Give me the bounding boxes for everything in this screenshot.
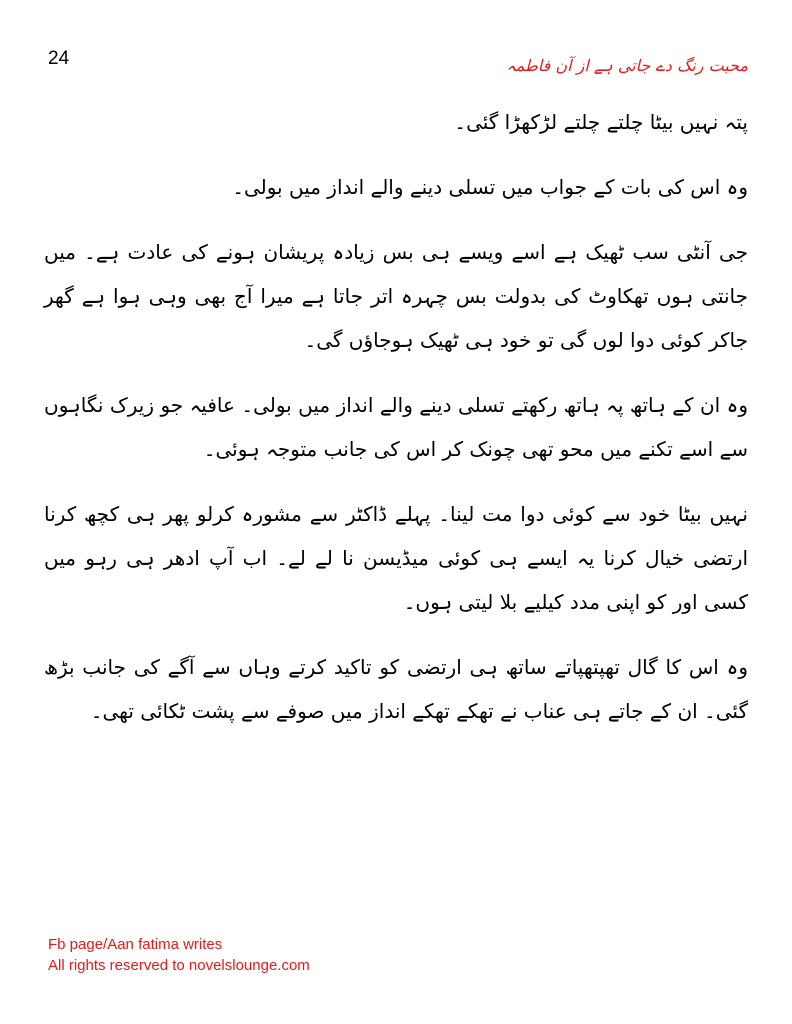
paragraph: وہ اس کا گال تھپتھپاتے ساتھ ہی ارتضی کو تاکید کرتے وہاں سے آگے کی جانب بڑھ گئی۔ ان کے جاتے ہی عناب نے تھکے تھکے انداز میں صوفے سے پشت ٹکائی تھی۔ — [44, 655, 748, 723]
paragraph: وہ ان کے ہاتھ پہ ہاتھ رکھتے تسلی دینے والے انداز میں بولی۔ عافیہ جو زیرک نگاہوں سے اسے تکنے میں محو تھی چونک کر اس کی جانب متوجہ ہوئی۔ — [44, 393, 748, 461]
footer-line-facebook: Fb page/Aan fatima writes — [48, 936, 223, 953]
running-header: محبت رنگ دے جاتی ہے از آن فاطمہ — [506, 56, 748, 75]
footer — [48, 934, 310, 976]
body-text — [44, 100, 748, 754]
footer-line-rights: All rights reserved to novelslounge.com — [48, 957, 310, 974]
paragraph: وہ اس کی بات کے جواب میں تسلی دینے والے انداز میں بولی۔ — [232, 175, 748, 199]
page-number: 24 — [48, 48, 70, 69]
paragraph: نہیں بیٹا خود سے کوئی دوا مت لینا۔ پہلے ڈاکٹر سے مشورہ کرلو پھر ہی کچھ کرنا ارتضی خیال کرنا یہ ایسے ہی کوئی میڈیسن نا لے لے۔ اب آپ ادھر ہی رہو میں کسی اور کو اپنی مدد کیلیے بلا لیتی ہوں۔ — [44, 502, 748, 614]
paragraph: پتہ نہیں بیٹا چلتے چلتے لڑکھڑا گئی۔ — [454, 110, 748, 134]
paragraph: جی آنٹی سب ٹھیک ہے اسے ویسے ہی بس زیادہ پریشان ہونے کی عادت ہے۔ میں جانتی ہوں تھکاوٹ کی بدولت بس چہرہ اتر جاتا ہے میرا آج بھی وہی ہوا ہے گھر جاکر کوئی دوا لوں گی تو خود ہی ٹھیک ہوجاؤں گی۔ — [44, 240, 748, 352]
